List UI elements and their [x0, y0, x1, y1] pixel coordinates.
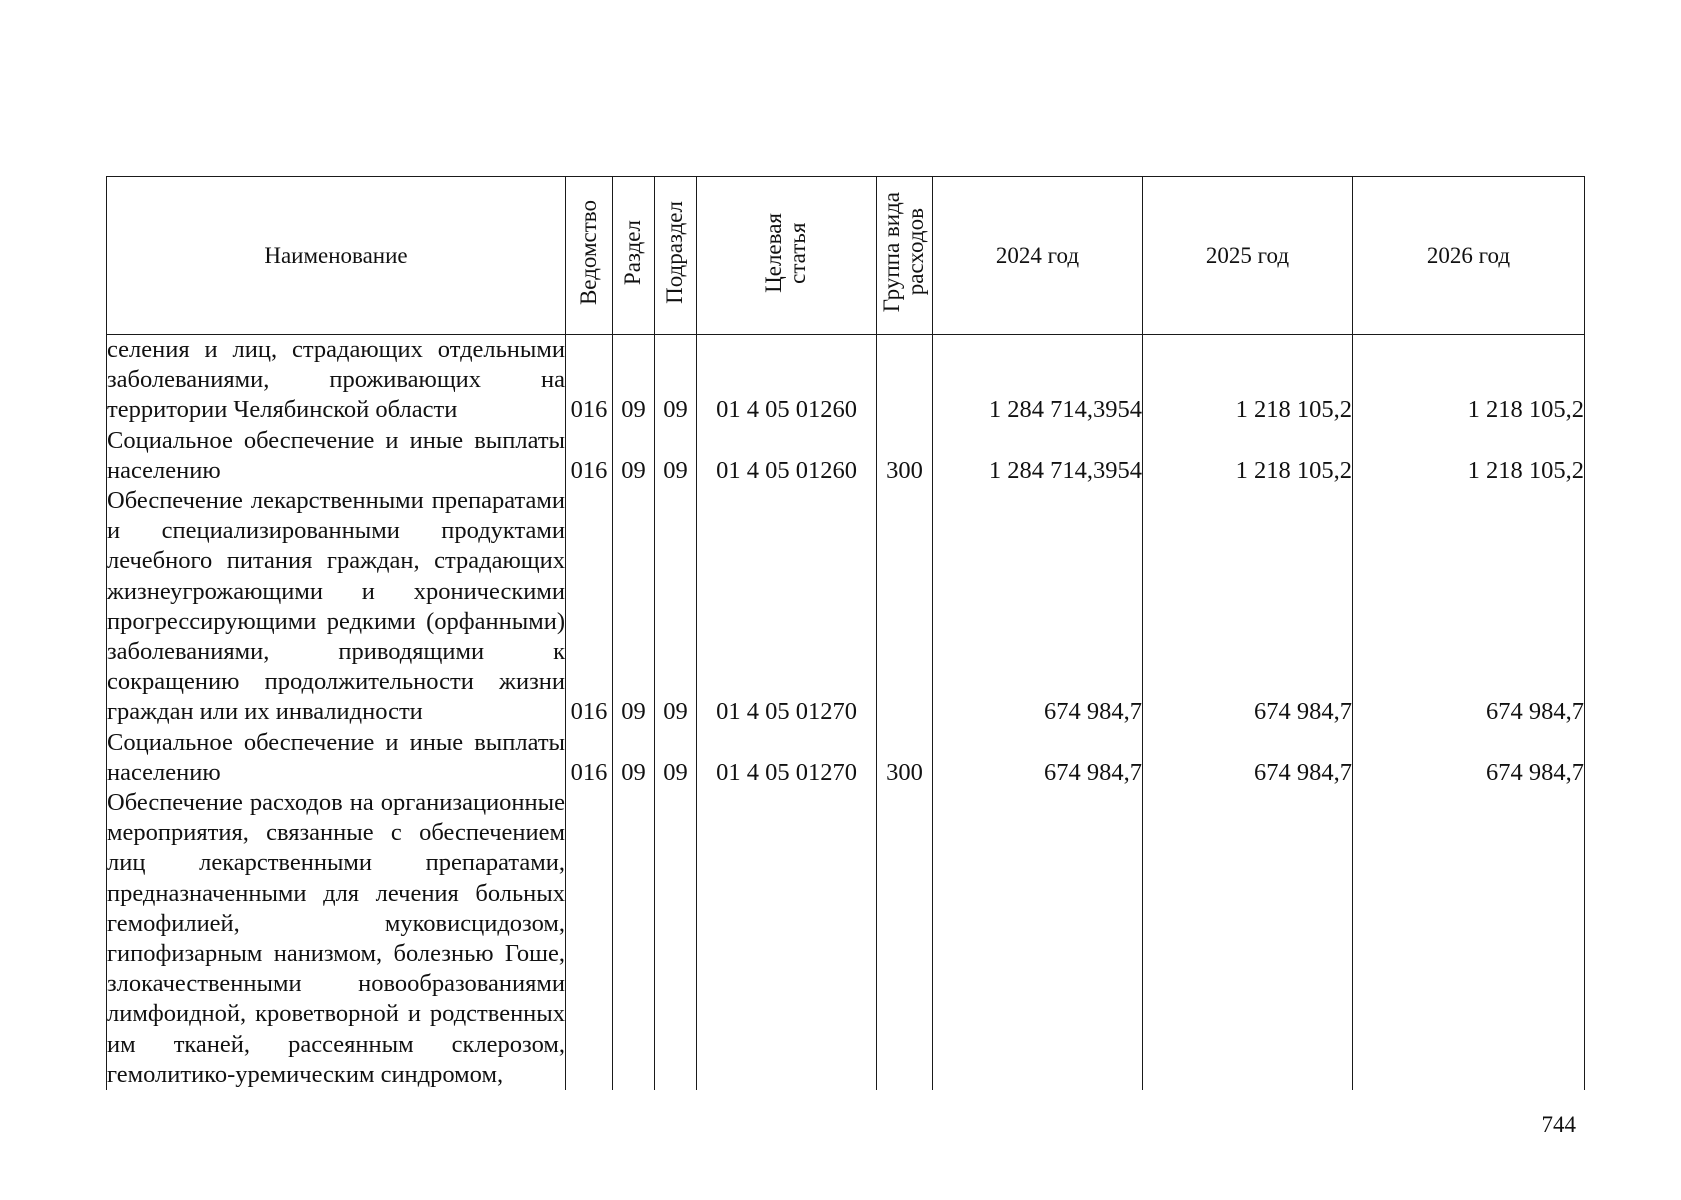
header-podrazdel-label: Подраздел: [662, 201, 688, 304]
row-razdel: 09: [613, 728, 655, 788]
header-celevaya-statya: [697, 177, 877, 335]
header-celevaya-line2: статья: [785, 221, 811, 284]
row-vedomstvo: 016: [566, 335, 613, 426]
row-celevaya-statya: 01 4 05 01260: [697, 335, 877, 426]
table-row: [107, 426, 1585, 486]
row-value-2025: 1 218 105,2: [1143, 426, 1353, 486]
row-celevaya-statya: [697, 788, 877, 1090]
table-row: [107, 486, 1585, 728]
row-name: Обеспечение лекарственными препаратами и специализированными продуктами лечебного питания граждан, страдающих жизнеугрожающими и хроническими прогрессирующими редкими (орфанными) заболеваниями, приводящими к сокращению продолжительности жизни граждан или их инвалидности: [107, 486, 566, 728]
row-razdel: 09: [613, 486, 655, 728]
row-gruppa-vida: [877, 335, 933, 426]
row-podrazdel: 09: [655, 426, 697, 486]
row-value-2026: 1 218 105,2: [1353, 335, 1585, 426]
row-value-2025: [1143, 788, 1353, 1090]
header-vedomstvo: [566, 177, 613, 335]
row-podrazdel: 09: [655, 335, 697, 426]
page-number: 744: [1541, 1112, 1576, 1137]
row-value-2025: 1 218 105,2: [1143, 335, 1353, 426]
row-value-2026: 1 218 105,2: [1353, 426, 1585, 486]
header-gruppa-line2: расходов: [903, 208, 929, 297]
row-value-2024: 1 284 714,3954: [933, 335, 1143, 426]
row-podrazdel: 09: [655, 486, 697, 728]
header-gruppa-line1: Группа вида: [879, 192, 905, 313]
row-vedomstvo: 016: [566, 426, 613, 486]
table-header-row: [107, 177, 1585, 335]
row-podrazdel: 09: [655, 728, 697, 788]
row-value-2024: 1 284 714,3954: [933, 426, 1143, 486]
header-2025: 2025 год: [1143, 177, 1353, 335]
header-celevaya-line1: Целевая: [761, 212, 787, 293]
header-razdel-label: Раздел: [620, 219, 646, 286]
header-gruppa-vida: [877, 177, 933, 335]
row-celevaya-statya: 01 4 05 01270: [697, 486, 877, 728]
row-value-2024: [933, 788, 1143, 1090]
row-name: Обеспечение расходов на организационные мероприятия, связанные с обеспечением лиц лекарственными препаратами, предназначенными для лечения больных гемофилией, муковисцидозом, гипофизарным нанизмом, болезнью Гоше, злокачественными новообразованиями лимфоидной, кроветворной и родственных им тканей, рассеянным склерозом, гемолитико-уремическим синдромом,: [107, 788, 566, 1090]
row-vedomstvo: 016: [566, 728, 613, 788]
row-gruppa-vida: 300: [877, 426, 933, 486]
row-celevaya-statya: 01 4 05 01260: [697, 426, 877, 486]
budget-table: [106, 176, 1585, 1090]
row-value-2026: 674 984,7: [1353, 486, 1585, 728]
table-row: [107, 335, 1585, 426]
row-vedomstvo: [566, 788, 613, 1090]
header-gruppa-label: [880, 192, 928, 312]
row-vedomstvo: 016: [566, 486, 613, 728]
row-name: селения и лиц, страдающих отдельными заболеваниями, проживающих на территории Челябинской области: [107, 335, 566, 426]
header-2026: 2026 год: [1353, 177, 1585, 335]
row-value-2026: [1353, 788, 1585, 1090]
header-name: Наименование: [107, 177, 566, 335]
header-vedomstvo-label: Ведомство: [575, 199, 601, 306]
row-razdel: 09: [613, 426, 655, 486]
row-gruppa-vida: [877, 788, 933, 1090]
header-podrazdel: [655, 177, 697, 335]
table-row: [107, 728, 1585, 788]
row-podrazdel: [655, 788, 697, 1090]
header-celevaya-label: [762, 213, 810, 293]
row-gruppa-vida: 300: [877, 728, 933, 788]
table-row: [107, 788, 1585, 1090]
header-razdel: [613, 177, 655, 335]
row-celevaya-statya: 01 4 05 01270: [697, 728, 877, 788]
row-value-2025: 674 984,7: [1143, 486, 1353, 728]
row-value-2026: 674 984,7: [1353, 728, 1585, 788]
row-razdel: [613, 788, 655, 1090]
row-value-2024: 674 984,7: [933, 728, 1143, 788]
row-gruppa-vida: [877, 486, 933, 728]
row-name: Социальное обеспечение и иные выплаты населению: [107, 728, 566, 788]
row-value-2024: 674 984,7: [933, 486, 1143, 728]
row-razdel: 09: [613, 335, 655, 426]
header-2024: 2024 год: [933, 177, 1143, 335]
row-name: Социальное обеспечение и иные выплаты населению: [107, 426, 566, 486]
row-value-2025: 674 984,7: [1143, 728, 1353, 788]
